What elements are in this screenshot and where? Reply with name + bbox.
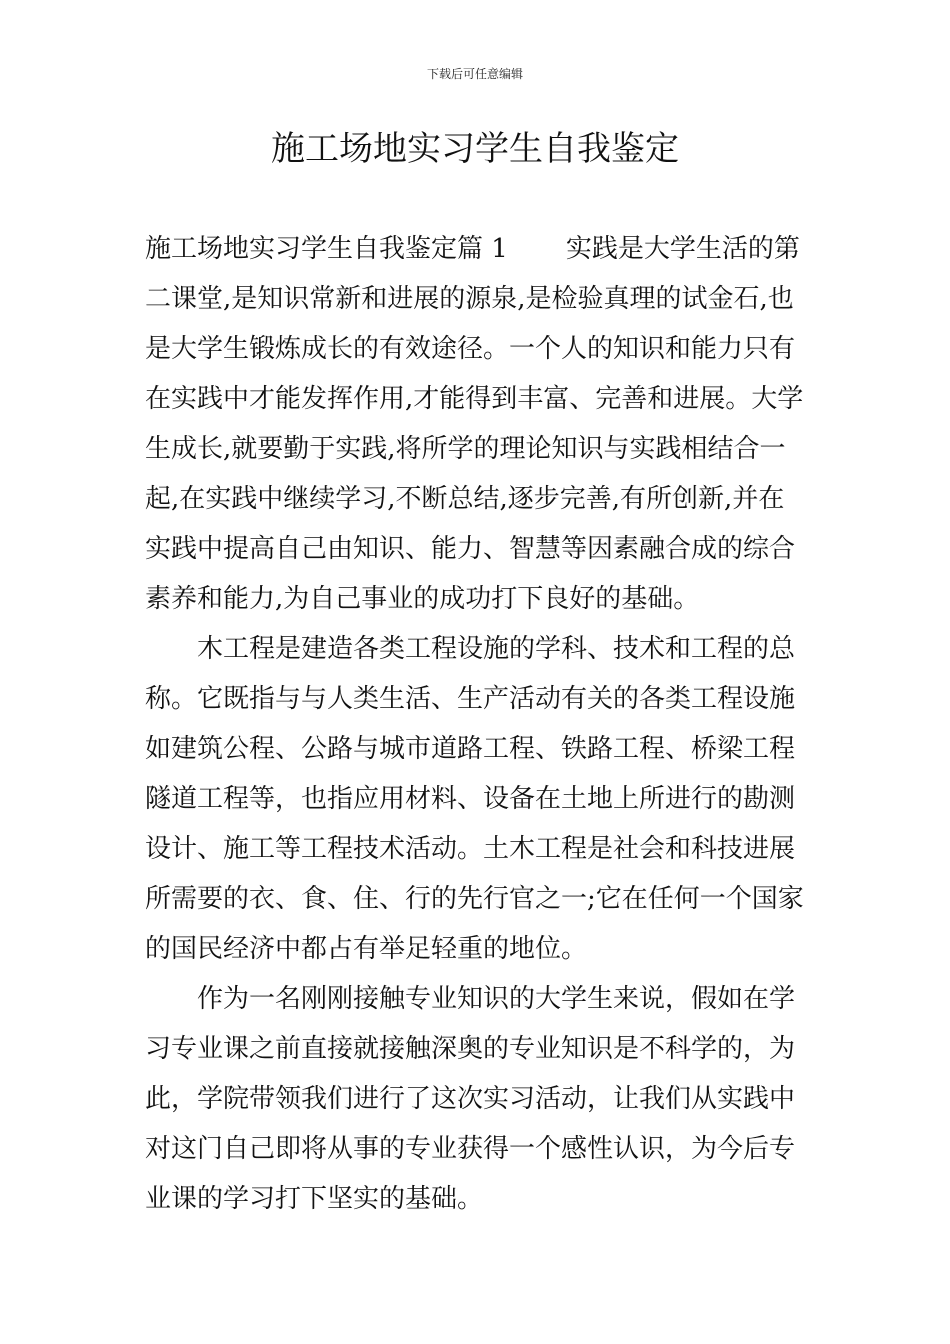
paragraph-1 <box>145 224 807 624</box>
paragraph-1-text: 实践是大学生活的第二课堂,是知识常新和进展的源泉,是检验真理的试金石,也是大学生锻炼成长的有效途径。一个人的知识和能力只有在实践中才能发挥作用,才能得到丰富、完善和进展。大学生成长,就要勤于实践,将所学的理论知识与实践相结合一起,在实践中继续学习,不断总结,逐步完善,有所创新,并在实践中提高自己由知识、能力、智慧等因素融合成的综合素养和能力,为自己事业的成功打下良好的基础。 <box>145 234 804 614</box>
document-title: 施工场地实习学生自我鉴定 <box>271 129 679 169</box>
paragraph-3: 作为一名刚刚接触专业知识的大学生来说，假如在学习专业课之前直接就接触深奥的专业知识是不科学的，为此，学院带领我们进行了这次实习活动，让我们从实践中对这门自己即将从事的专业获得一个感性认识，为今后专业课的学习打下坚实的基础。 <box>145 984 796 1214</box>
paragraph-2: 木工程是建造各类工程设施的学科、技术和工程的总称。它既指与与人类生活、生产活动有关的各类工程设施如建筑公程、公路与城市道路工程、铁路工程、桥梁工程隧道工程等，也指应用材料、设备在土地上所进行的勘测设计、施工等工程技术活动。土木工程是社会和科技进展所需要的衣、食、住、行的先行官之一;它在任何一个国家的国民经济中都占有举足轻重的地位。 <box>145 634 804 964</box>
document-body <box>145 224 807 1224</box>
section-label: 施工场地实习学生自我鉴定篇 1 <box>145 234 508 264</box>
header-note: 下载后可任意编辑 <box>426 67 523 81</box>
